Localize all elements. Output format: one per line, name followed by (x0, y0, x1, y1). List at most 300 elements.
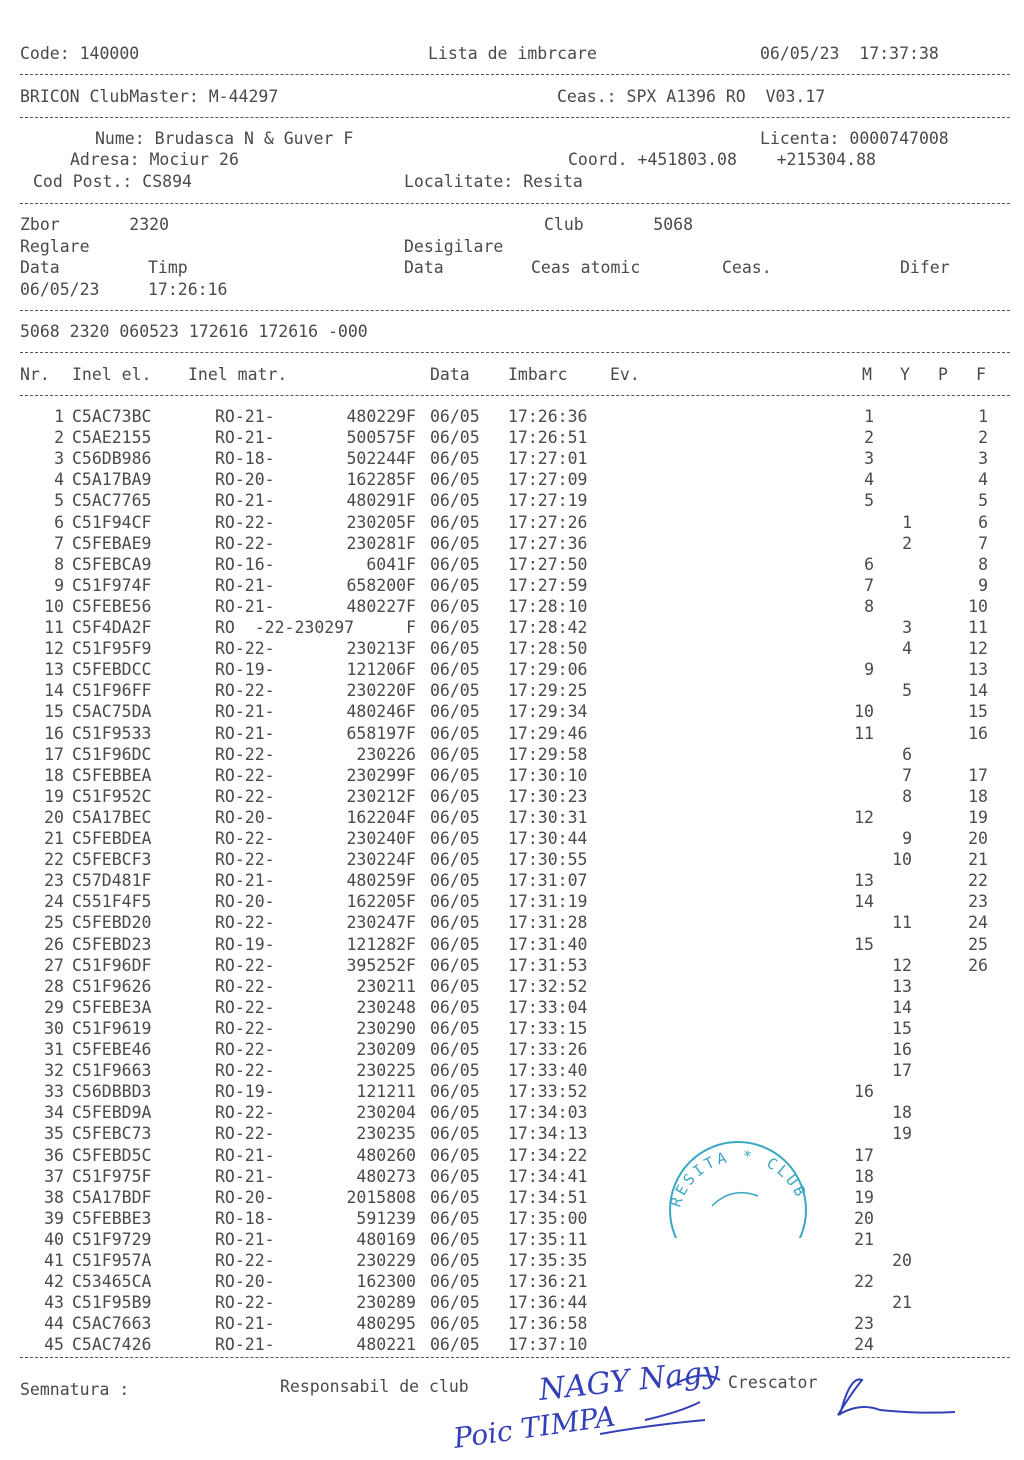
reglare-label: Reglare (20, 237, 90, 256)
table-row (0, 998, 1024, 1019)
document-title: Lista de imbrcare (428, 44, 597, 63)
f-count: 5 (978, 491, 988, 511)
arrival-date: 06/05 (430, 512, 480, 532)
electronic-ring: C5A17BDF (72, 1187, 152, 1207)
m-count: 8 (864, 596, 874, 616)
set-date: 06/05/23 (20, 280, 100, 299)
ring-prefix: RO-20- (215, 807, 275, 827)
arrival-time: 17:30:44 (508, 829, 588, 848)
arrival-time: 17:33:40 (508, 1061, 588, 1081)
electronic-ring: C5FEBE56 (72, 596, 152, 616)
electronic-ring: C5FEBCA9 (72, 554, 152, 574)
ring-prefix: RO-21- (215, 1229, 275, 1249)
arrival-time: 17:27:26 (508, 512, 588, 532)
row-number: 3 (54, 449, 64, 469)
club-stamp-icon (662, 1128, 812, 1238)
ring-number: 480169 (356, 1229, 416, 1249)
f-count: 9 (978, 575, 988, 595)
y-count: 4 (902, 639, 912, 659)
divider (20, 352, 1010, 353)
electronic-ring: C5A17BEC (72, 807, 152, 827)
semnatura-label: Semnatura : (20, 1380, 130, 1399)
arrival-date: 06/05 (430, 892, 480, 912)
arrival-time: 17:30:55 (508, 850, 588, 870)
y-count: 19 (892, 1124, 912, 1144)
crescator-label: Crescator (728, 1373, 818, 1392)
row-number: 9 (54, 575, 64, 595)
m-count: 14 (854, 892, 874, 912)
m-count: 21 (854, 1229, 874, 1249)
row-number: 42 (44, 1272, 64, 1292)
arrival-time: 17:30:10 (508, 765, 588, 785)
m-count: 2 (864, 428, 874, 448)
row-number: 5 (54, 491, 64, 511)
row-number: 8 (54, 554, 64, 574)
ring-prefix: RO-22- (215, 681, 275, 701)
electronic-ring: C51F96DC (72, 744, 152, 764)
ring-prefix: RO-22- (215, 1018, 275, 1038)
electronic-ring: C51F95B9 (72, 1293, 152, 1313)
f-count: 24 (968, 913, 988, 933)
table-row (0, 639, 1024, 660)
row-number: 43 (44, 1293, 64, 1313)
m-count: 17 (854, 1145, 874, 1165)
table-row (0, 618, 1024, 639)
m-count: 12 (854, 807, 874, 827)
ring-prefix: RO-22- (215, 639, 275, 659)
table-row (0, 428, 1024, 449)
arrival-time: 17:30:31 (508, 807, 588, 827)
ring-prefix: RO-22- (215, 997, 275, 1017)
row-number: 28 (44, 976, 64, 996)
row-number: 35 (44, 1124, 64, 1144)
arrival-date: 06/05 (430, 1040, 480, 1059)
electronic-ring: C51F975F (72, 1166, 152, 1186)
ring-number: 162285F (346, 470, 416, 490)
f-count: 25 (968, 934, 988, 954)
ring-number: 162205F (346, 892, 416, 912)
f-count: 16 (968, 723, 988, 743)
arrival-date: 06/05 (430, 1166, 480, 1186)
responsabil-label: Responsabil de club (280, 1377, 469, 1396)
arrival-date: 06/05 (430, 1293, 480, 1313)
ring-number: 230290 (356, 1018, 416, 1038)
divider (20, 310, 1010, 311)
row-number: 38 (44, 1187, 64, 1207)
row-number: 15 (44, 702, 64, 722)
table-row (0, 766, 1024, 787)
ring-prefix: RO-22- (215, 1293, 275, 1313)
ring-number: 480295 (356, 1314, 416, 1334)
f-count: 22 (968, 871, 988, 891)
f-count: 17 (968, 765, 988, 785)
arrival-date: 06/05 (430, 807, 480, 827)
row-number: 2 (54, 428, 64, 448)
row-number: 40 (44, 1229, 64, 1249)
ring-prefix: RO-16- (215, 554, 275, 574)
arrival-date: 06/05 (430, 554, 480, 574)
col-f: F (976, 365, 986, 384)
arrival-date: 06/05 (430, 575, 480, 595)
arrival-time: 17:28:50 (508, 639, 588, 659)
arrival-date: 06/05 (430, 913, 480, 933)
table-row (0, 660, 1024, 681)
ring-prefix: RO-21- (215, 407, 275, 426)
ring-prefix: RO-18- (215, 449, 275, 469)
ring-prefix: RO-22- (215, 1124, 275, 1144)
table-row (0, 407, 1024, 428)
row-number: 14 (44, 681, 64, 701)
arrival-date: 06/05 (430, 1229, 480, 1249)
arrival-time: 17:36:58 (508, 1314, 588, 1334)
ring-number: 230248 (356, 997, 416, 1017)
desigilare-label: Desigilare (404, 237, 504, 256)
electronic-ring: C53465CA (72, 1272, 152, 1292)
clock-info: Ceas.: SPX A1396 RO V03.17 (557, 87, 826, 106)
arrival-date: 06/05 (430, 1103, 480, 1123)
arrival-time: 17:31:07 (508, 871, 588, 891)
divider (20, 74, 1010, 75)
arrival-time: 17:29:46 (508, 723, 588, 743)
y-count: 10 (892, 850, 912, 870)
table-row (0, 1230, 1024, 1251)
arrival-date: 06/05 (430, 1145, 480, 1165)
table-row (0, 555, 1024, 576)
ring-number: 480221 (356, 1335, 416, 1355)
table-row (0, 808, 1024, 829)
data2-label: Data (404, 258, 444, 277)
row-number: 21 (44, 829, 64, 848)
arrival-date: 06/05 (430, 997, 480, 1017)
y-count: 17 (892, 1061, 912, 1081)
electronic-ring: C51F9729 (72, 1229, 152, 1249)
arrival-time: 17:29:06 (508, 660, 588, 680)
table-row (0, 850, 1024, 871)
col-ev: Ev. (610, 365, 640, 384)
row-number: 24 (44, 892, 64, 912)
row-number: 17 (44, 744, 64, 764)
ring-prefix: RO-21- (215, 723, 275, 743)
electronic-ring: C51F94CF (72, 512, 152, 532)
ring-number: 121206F (346, 660, 416, 680)
arrival-time: 17:26:51 (508, 428, 588, 448)
y-count: 18 (892, 1103, 912, 1123)
ring-number: 121211 (356, 1082, 416, 1102)
ring-prefix: RO-22- (215, 1040, 275, 1059)
divider (20, 1357, 1010, 1358)
ring-prefix: RO-21- (215, 575, 275, 595)
arrival-date: 06/05 (430, 744, 480, 764)
ring-number: 480227F (346, 596, 416, 616)
row-number: 31 (44, 1040, 64, 1059)
ceas-label: Ceas. (722, 258, 772, 277)
arrival-date: 06/05 (430, 871, 480, 891)
difer-label: Difer (900, 258, 950, 277)
m-count: 6 (864, 554, 874, 574)
ring-prefix: RO-22- (215, 786, 275, 806)
electronic-ring: C5FEBBE3 (72, 1208, 152, 1228)
row-number: 45 (44, 1335, 64, 1355)
arrival-time: 17:29:25 (508, 681, 588, 701)
table-row (0, 892, 1024, 913)
arrival-date: 06/05 (430, 1018, 480, 1038)
f-count: 11 (968, 618, 988, 637)
svg-text:RESITA * CLUB: RESITA * CLUB (666, 1146, 811, 1210)
f-count: 8 (978, 554, 988, 574)
arrival-time: 17:27:19 (508, 491, 588, 511)
row-number: 16 (44, 723, 64, 743)
ring-number: 230220F (346, 681, 416, 701)
row-number: 12 (44, 639, 64, 659)
row-number: 29 (44, 997, 64, 1017)
ring-number: 230224F (346, 850, 416, 870)
row-number: 25 (44, 913, 64, 933)
table-row (0, 724, 1024, 745)
table-row (0, 829, 1024, 850)
ring-number: 230209 (356, 1040, 416, 1059)
code-label: Code: 140000 (20, 44, 140, 63)
m-count: 13 (854, 871, 874, 891)
table-row (0, 449, 1024, 470)
arrival-time: 17:34:51 (508, 1187, 588, 1207)
arrival-date: 06/05 (430, 1124, 480, 1144)
electronic-ring: C5FEBE3A (72, 997, 152, 1017)
table-row (0, 1124, 1024, 1145)
ring-prefix: RO-22- (215, 850, 275, 870)
ring-number: 658200F (346, 575, 416, 595)
ring-number: 230226 (356, 744, 416, 764)
arrival-time: 17:33:04 (508, 997, 588, 1017)
ring-prefix: RO-21- (215, 1166, 275, 1186)
table-row (0, 597, 1024, 618)
arrival-date: 06/05 (430, 786, 480, 806)
electronic-ring: C51F96DF (72, 955, 152, 975)
row-number: 30 (44, 1018, 64, 1038)
f-count: 6 (978, 512, 988, 532)
ring-prefix: RO-18- (215, 1208, 275, 1228)
table-row (0, 1040, 1024, 1061)
row-number: 4 (54, 470, 64, 490)
ring-number: 230204 (356, 1103, 416, 1123)
table-row (0, 977, 1024, 998)
arrival-date: 06/05 (430, 491, 480, 511)
arrival-time: 17:36:44 (508, 1293, 588, 1313)
table-row (0, 1061, 1024, 1082)
arrival-date: 06/05 (430, 1251, 480, 1270)
arrival-date: 06/05 (430, 1208, 480, 1228)
table-row (0, 745, 1024, 766)
ring-prefix: RO-20- (215, 1187, 275, 1207)
table-row (0, 702, 1024, 723)
electronic-ring: C56DB986 (72, 449, 152, 469)
row-number: 11 (44, 618, 64, 637)
ring-number: 2015808 (346, 1187, 416, 1207)
table-row (0, 1272, 1024, 1293)
table-row (0, 1314, 1024, 1335)
ring-number: 591239 (356, 1208, 416, 1228)
y-count: 2 (902, 533, 912, 553)
ceas-atomic-label: Ceas atomic (531, 258, 641, 277)
m-count: 18 (854, 1166, 874, 1186)
ring-number: 230247F (346, 913, 416, 933)
y-count: 20 (892, 1251, 912, 1270)
row-number: 39 (44, 1208, 64, 1228)
m-count: 24 (854, 1335, 874, 1355)
divider (20, 395, 1010, 396)
electronic-ring: C5FEBD23 (72, 934, 152, 954)
arrival-date: 06/05 (430, 1187, 480, 1207)
electronic-ring: C5FEBBEA (72, 765, 152, 785)
arrival-time: 17:31:40 (508, 934, 588, 954)
row-number: 13 (44, 660, 64, 680)
electronic-ring: C5AE2155 (72, 428, 152, 448)
electronic-ring: C5FEBCF3 (72, 850, 152, 870)
arrival-date: 06/05 (430, 449, 480, 469)
flight-number: Zbor 2320 (20, 215, 170, 234)
arrival-time: 17:35:11 (508, 1229, 588, 1249)
electronic-ring: C5FEBC73 (72, 1124, 152, 1144)
ring-prefix: RO-22- (215, 533, 275, 553)
license-number: Licenta: 0000747008 (760, 129, 949, 148)
divider (20, 117, 1010, 118)
f-count: 20 (968, 829, 988, 848)
arrival-date: 06/05 (430, 976, 480, 996)
arrival-time: 17:37:10 (508, 1335, 588, 1355)
ring-number: 230213F (346, 639, 416, 659)
electronic-ring: C5AC7663 (72, 1314, 152, 1334)
ring-number: 480273 (356, 1166, 416, 1186)
arrival-time: 17:31:53 (508, 955, 588, 975)
ring-number: 480260 (356, 1145, 416, 1165)
ring-number: 500575F (346, 428, 416, 448)
row-number: 6 (54, 512, 64, 532)
arrival-time: 17:29:34 (508, 702, 588, 722)
arrival-date: 06/05 (430, 1082, 480, 1102)
arrival-date: 06/05 (430, 596, 480, 616)
arrival-time: 17:27:59 (508, 575, 588, 595)
table-row (0, 871, 1024, 892)
ring-prefix: RO-19- (215, 1082, 275, 1102)
arrival-time: 17:31:19 (508, 892, 588, 912)
electronic-ring: C51F974F (72, 575, 152, 595)
row-number: 37 (44, 1166, 64, 1186)
ring-number: 230229 (356, 1251, 416, 1270)
y-count: 3 (902, 618, 912, 637)
print-datetime: 06/05/23 17:37:38 (760, 44, 939, 63)
signature-nagy: NAGY Nagy (537, 1354, 721, 1408)
ring-number: F (406, 618, 416, 637)
ring-number: 395252F (346, 955, 416, 975)
ring-number: 480229F (346, 407, 416, 426)
electronic-ring: C57D481F (72, 871, 152, 891)
y-count: 12 (892, 955, 912, 975)
ring-number: 230211 (356, 976, 416, 996)
electronic-ring: C5FEBE46 (72, 1040, 152, 1059)
m-count: 5 (864, 491, 874, 511)
ring-number: 6041F (366, 554, 416, 574)
ring-number: 230212F (346, 786, 416, 806)
arrival-time: 17:34:22 (508, 1145, 588, 1165)
electronic-ring: C5FEBDEA (72, 829, 152, 848)
arrival-date: 06/05 (430, 428, 480, 448)
table-row (0, 1019, 1024, 1040)
arrival-time: 17:30:23 (508, 786, 588, 806)
table-row (0, 1335, 1024, 1356)
ring-number: 480291F (346, 491, 416, 511)
ring-number: 230289 (356, 1293, 416, 1313)
row-number: 1 (54, 407, 64, 426)
m-count: 4 (864, 470, 874, 490)
electronic-ring: C5FEBDCC (72, 660, 152, 680)
arrival-time: 17:33:52 (508, 1082, 588, 1102)
row-number: 22 (44, 850, 64, 870)
ring-prefix: RO-20- (215, 1272, 275, 1292)
signature-timpa: Poic TIMPA (451, 1399, 618, 1455)
f-count: 1 (978, 407, 988, 426)
y-count: 11 (892, 913, 912, 933)
table-row (0, 913, 1024, 934)
ring-number: 658197F (346, 723, 416, 743)
ring-number: 162204F (346, 807, 416, 827)
table-row (0, 1209, 1024, 1230)
electronic-ring: C5AC7426 (72, 1335, 152, 1355)
ring-prefix: RO-19- (215, 660, 275, 680)
arrival-time: 17:36:21 (508, 1272, 588, 1292)
m-count: 20 (854, 1208, 874, 1228)
electronic-ring: C5A17BA9 (72, 470, 152, 490)
arrival-date: 06/05 (430, 533, 480, 553)
arrival-time: 17:28:42 (508, 618, 588, 637)
ring-prefix: RO-21- (215, 871, 275, 891)
arrival-date: 06/05 (430, 1061, 480, 1081)
arrival-time: 17:34:03 (508, 1103, 588, 1123)
row-number: 34 (44, 1103, 64, 1123)
row-number: 33 (44, 1082, 64, 1102)
table-row (0, 787, 1024, 808)
electronic-ring: C5FEBAE9 (72, 533, 152, 553)
f-count: 12 (968, 639, 988, 659)
electronic-ring: C5AC75DA (72, 702, 152, 722)
m-count: 22 (854, 1272, 874, 1292)
m-count: 19 (854, 1187, 874, 1207)
m-count: 10 (854, 702, 874, 722)
arrival-date: 06/05 (430, 1314, 480, 1334)
arrival-date: 06/05 (430, 1335, 480, 1355)
y-count: 8 (902, 786, 912, 806)
club-number: Club 5068 (544, 215, 694, 234)
table-row (0, 491, 1024, 512)
electronic-ring: C51F96FF (72, 681, 152, 701)
ring-number: 230225 (356, 1061, 416, 1081)
ring-prefix: RO -22-230297 (215, 618, 355, 637)
arrival-time: 17:35:35 (508, 1251, 588, 1270)
y-count: 14 (892, 997, 912, 1017)
table-row (0, 1146, 1024, 1167)
arrival-date: 06/05 (430, 765, 480, 785)
col-p: P (938, 365, 948, 384)
ring-prefix: RO-22- (215, 1103, 275, 1123)
ring-number: 230299F (346, 765, 416, 785)
row-number: 19 (44, 786, 64, 806)
arrival-date: 06/05 (430, 1272, 480, 1292)
ring-prefix: RO-21- (215, 1145, 275, 1165)
row-number: 32 (44, 1061, 64, 1081)
electronic-ring: C51F9663 (72, 1061, 152, 1081)
electronic-ring: C51F9533 (72, 723, 152, 743)
ring-prefix: RO-21- (215, 596, 275, 616)
flight-code-line: 5068 2320 060523 172616 172616 -000 (20, 322, 368, 341)
arrival-time: 17:35:00 (508, 1208, 588, 1228)
